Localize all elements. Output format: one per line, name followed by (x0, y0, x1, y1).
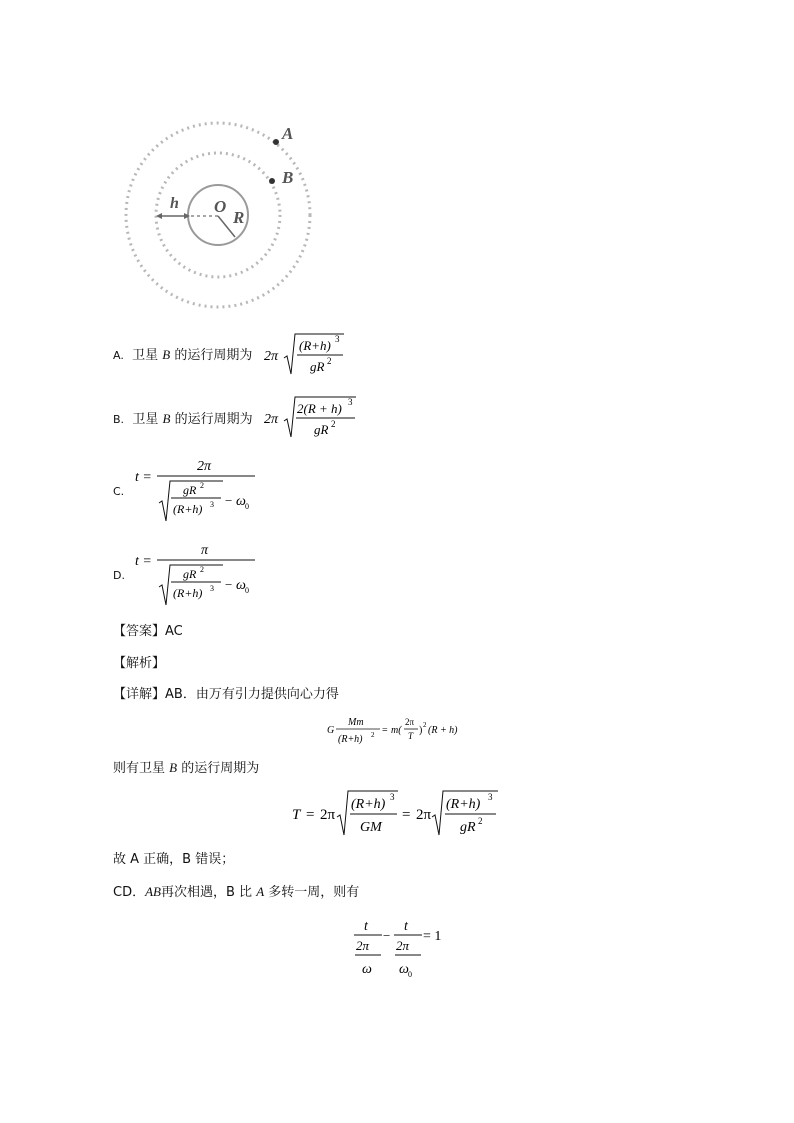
option-b-coef: 2π (264, 412, 279, 427)
option-c-lhs: t = (135, 470, 152, 485)
eq1-den-exp: 2 (371, 731, 375, 739)
option-b-marker: B. (113, 413, 125, 426)
cd-b: 再次相遇，B 比 (160, 885, 253, 900)
eq3-d1d: ω (362, 962, 372, 977)
eq2-exp2: 3 (488, 792, 493, 802)
detail-intro-line (113, 686, 339, 704)
option-c-formula (133, 455, 263, 525)
eq1-tail: ) (419, 725, 423, 736)
option-c-inner-den: (R+h) (173, 502, 203, 516)
satellite-b-dot (269, 178, 275, 184)
eq1-frac-den: T (408, 731, 414, 741)
option-d-lhs: t = (135, 554, 152, 569)
option-d-num: π (201, 543, 209, 558)
option-a-den: gR (310, 359, 325, 374)
conclusion-line: 故 A 正确，B 错误； (113, 852, 235, 867)
label-h: h (170, 195, 179, 212)
analysis-label: 【解析】 (113, 656, 166, 671)
option-d-inner-num-exp: 2 (200, 565, 204, 574)
option-b-num-exp: 3 (348, 397, 353, 407)
option-a-den-exp: 2 (327, 356, 332, 366)
option-d-omega-sub: 0 (245, 586, 249, 595)
line2-var: B (169, 760, 178, 775)
option-a-var: B (162, 347, 171, 362)
eq1-den: (R+h) (338, 734, 363, 745)
eq1-end: (R + h) (428, 725, 458, 736)
option-b-formula (262, 393, 372, 443)
eq2-den2: gR (460, 820, 476, 835)
answer-line (113, 623, 183, 641)
eq3-t1: t (364, 919, 368, 934)
option-b-den: gR (314, 422, 329, 437)
option-a (113, 346, 252, 365)
option-c-marker: C. (113, 485, 125, 498)
cd-line (113, 883, 359, 902)
answer-label: 【答案】 (113, 624, 166, 639)
label-o: O (214, 197, 227, 216)
option-d-formula (133, 539, 263, 609)
eq2-den1: GM (360, 820, 382, 835)
detail-label: 【详解】 (113, 687, 166, 702)
detail-intro: AB．由万有引力提供向心力得 (165, 687, 339, 702)
option-d-minus: − (225, 577, 233, 592)
eq3-d2sub: 0 (408, 970, 412, 979)
option-a-num: (R+h) (299, 338, 331, 353)
eq2-den2-exp: 2 (478, 816, 483, 826)
eq1-g: G (327, 725, 335, 736)
eq1-exp: 2 (423, 721, 427, 729)
eq3-t2: t (404, 919, 408, 934)
option-a-marker: A. (113, 349, 124, 362)
eq2-num1: (R+h) (351, 797, 386, 812)
label-b: B (282, 168, 294, 187)
orbit-diagram (115, 115, 325, 315)
eq3-d1n: 2π (356, 938, 370, 953)
satellite-a-dot (273, 139, 279, 145)
option-c-inner-num: gR (183, 483, 197, 497)
option-c-inner-den-exp: 3 (210, 500, 214, 509)
cd-c: 多转一周，则有 (268, 885, 360, 900)
eq2-exp1: 3 (390, 792, 395, 802)
line2-a: 则有卫星 (113, 761, 166, 776)
option-d-inner-den-exp: 3 (210, 584, 214, 593)
option-d-inner-num: gR (183, 567, 197, 581)
option-a-text2: 的运行周期为 (174, 348, 253, 363)
option-d-marker: D. (113, 569, 125, 582)
equation-meet (352, 910, 452, 982)
eq1-num: Mm (348, 717, 364, 728)
eq1-m: m( (391, 725, 402, 736)
option-c-inner-num-exp: 2 (200, 481, 204, 490)
option-b (113, 410, 253, 429)
eq1-equals: = (382, 725, 388, 736)
h-arrow-left-head (156, 213, 162, 219)
option-a-coef: 2π (264, 349, 279, 364)
option-b-den-exp: 2 (331, 419, 336, 429)
cd-var: AB (145, 884, 161, 899)
answer-value: AC (165, 624, 183, 639)
option-c-omega-sub: 0 (245, 502, 249, 511)
option-c-omega: ω (236, 494, 246, 509)
eq2-t: T (292, 807, 301, 823)
eq3-eq: = 1 (423, 929, 442, 944)
eq3-d2d: ω (399, 962, 409, 977)
option-c-num: 2π (197, 459, 212, 474)
line2-b: 的运行周期为 (181, 761, 260, 776)
eq2-coef1: 2π (320, 807, 336, 823)
option-a-formula (262, 330, 362, 380)
cd-var2: A (256, 884, 265, 899)
eq3-minus: − (383, 928, 391, 943)
label-a: A (282, 124, 294, 143)
option-c-minus: − (225, 493, 233, 508)
option-d-inner-den: (R+h) (173, 586, 203, 600)
label-r: R (233, 208, 245, 227)
eq2-num2: (R+h) (446, 797, 481, 812)
eq2-coef2: 2π (416, 807, 432, 823)
eq3-d2n: 2π (396, 938, 410, 953)
detail-line2 (113, 759, 259, 778)
equation-period (290, 787, 505, 839)
option-b-text: 卫星 (132, 412, 159, 427)
equation-gravity (326, 712, 476, 748)
eq2-eq1: = (306, 807, 315, 823)
option-b-num: 2(R + h) (297, 401, 342, 416)
option-a-num-exp: 3 (335, 334, 340, 344)
option-b-var: B (162, 411, 171, 426)
option-a-text: 卫星 (132, 348, 159, 363)
option-b-text2: 的运行周期为 (174, 412, 253, 427)
eq1-frac-num: 2π (405, 717, 415, 727)
option-d-omega: ω (236, 578, 246, 593)
cd-a: CD． (113, 885, 146, 900)
eq2-eq2: = (402, 807, 411, 823)
